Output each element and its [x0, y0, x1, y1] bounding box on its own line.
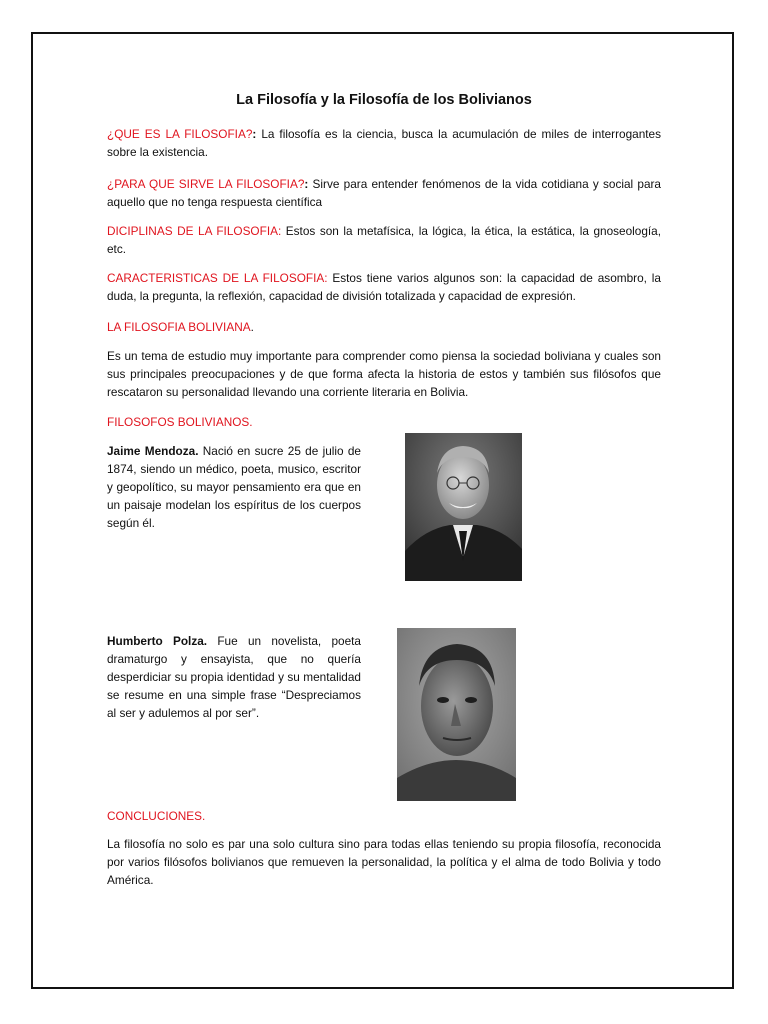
paragraph-caracteristicas: [107, 269, 661, 305]
paragraph-conclusiones: La filosofía no solo es par una solo cultura sino para todas ellas teniendo su propia filosofía, reconocida por varios filósofos bolivianos que remueven la personalidad, la política y el alma de todo Bolivia y todo América.: [107, 837, 661, 887]
portrait-image: [405, 433, 522, 581]
text-diciplinas: Estos son la metafísica, la lógica, la ética, la estática, la gnoseología, etc.: [107, 224, 662, 256]
paragraph-para-que: [107, 175, 661, 211]
heading-filosofia-boliviana: [107, 318, 254, 336]
heading-text: LA FILOSOFIA BOLIVIANA: [107, 320, 251, 334]
heading-filosofos-bolivianos: FILOSOFOS BOLIVIANOS.: [107, 415, 253, 429]
photo-humberto-polza: [397, 628, 516, 801]
name-jaime-mendoza: Jaime Mendoza.: [107, 444, 199, 458]
label-diciplinas: DICIPLINAS DE LA FILOSOFIA:: [107, 224, 282, 238]
label-colon: :: [304, 177, 309, 191]
bio-humberto-polza: [107, 632, 361, 722]
text-para-que: Sirve para entender fenómenos de la vida cotidiana y social para aquello que no tenga respuesta científica: [107, 177, 661, 209]
photo-jaime-mendoza: [405, 433, 522, 581]
portrait-image: [397, 628, 516, 801]
bio-jaime-mendoza: [107, 442, 361, 532]
text-humberto-polza: Fue un novelista, poeta dramaturgo y ensayista, que no quería desperdiciar su propia identidad y su mentalidad se resume en una simple frase “Despreciamos al ser y adulemos al por ser”.: [107, 634, 361, 720]
document-title: La Filosofía y la Filosofía de los Bolivianos: [236, 92, 532, 108]
name-humberto-polza: Humberto Polza.: [107, 634, 208, 648]
heading-period: .: [250, 320, 254, 334]
paragraph-diciplinas: [107, 222, 661, 258]
label-para-que: ¿PARA QUE SIRVE LA FILOSOFIA?: [107, 177, 305, 191]
text-caracteristicas: Estos tiene varios algunos son: la capacidad de asombro, la duda, la pregunta, la reflexión, capacidad de división totalizada y capacidad de expresión.: [107, 271, 661, 303]
label-colon: :: [252, 127, 257, 141]
paragraph-que-es: [107, 125, 661, 161]
heading-conclusiones: CONCLUCIONES.: [107, 809, 206, 823]
paragraph-boliviana: Es un tema de estudio muy importante para comprender como piensa la sociedad boliviana y cuales son sus principales preocupaciones y de que forma afecta la historia de estos y también sus filósofos que rescataron su personalidad llevando una corriente literaria en Bolivia.: [107, 349, 661, 399]
text-jaime-mendoza: Nació en sucre 25 de julio de 1874, siendo un médico, poeta, musico, escritor y geopolítico, su mayor pensamiento era que en un paisaje modelan los espíritus de los cuerpos según él.: [107, 444, 361, 530]
text-que-es: La filosofía es la ciencia, busca la acumulación de miles de interrogantes sobre la existencia.: [107, 127, 661, 159]
label-caracteristicas: CARACTERISTICAS DE LA FILOSOFIA:: [107, 271, 328, 285]
label-que-es: ¿QUE ES LA FILOSOFIA?: [107, 127, 253, 141]
